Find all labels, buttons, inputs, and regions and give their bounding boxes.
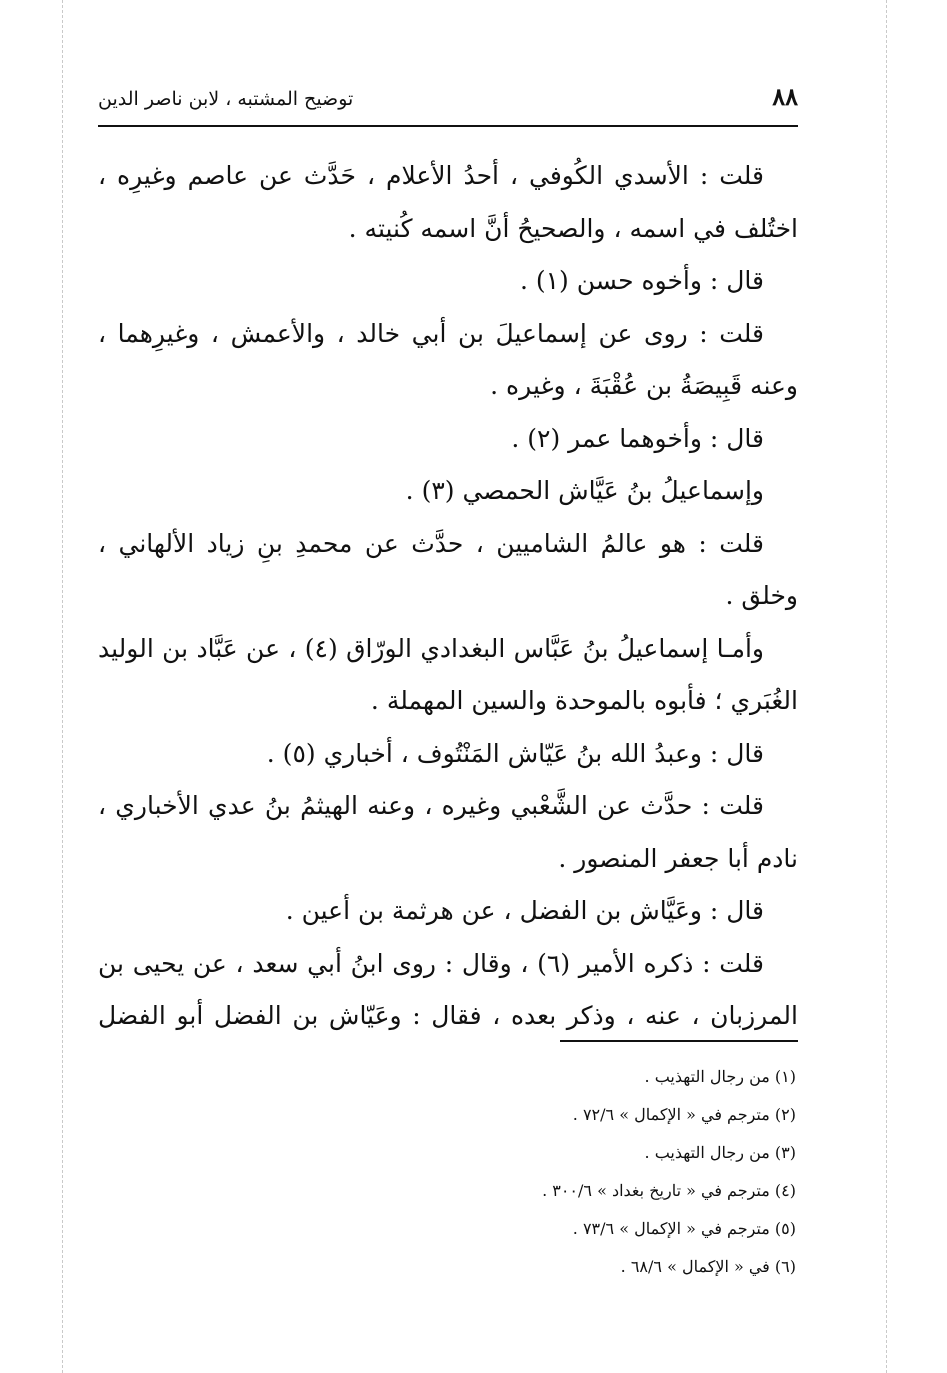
scan-edge-right bbox=[886, 0, 887, 1373]
footnote-item: (٣) من رجال التهذيب . bbox=[644, 1143, 796, 1162]
text-line: قال : وعبدُ الله بنُ عَيّاش المَنْتُوف ، أخباري (٥) . bbox=[266, 738, 764, 768]
text-line: قلت : روى عن إسماعيلَ بن أبي خالد ، والأعمش ، وغيرِهما ، bbox=[98, 318, 764, 348]
text-line: وأمـا إسماعيلُ بنُ عَبَّاس البغدادي الورّاق (٤) ، عن عَبَّاد بن الوليد bbox=[98, 633, 764, 663]
text-line: قلت : ذكره الأمير (٦) ، وقال : روى ابنُ أبي سعد ، عن يحيى بن bbox=[98, 948, 764, 978]
text-line: قال : وعَيَّاش بن الفضل ، عن هرثمة بن أعين . bbox=[285, 896, 764, 925]
text-line: قلت : هو عالمُ الشاميين ، حدَّث عن محمدِ بنِ زياد الألهاني ، bbox=[98, 528, 764, 558]
text-line: قلت : الأسدي الكُوفي ، أحدُ الأعلام ، حَدَّث عن عاصم وغيرِه ، bbox=[98, 161, 764, 190]
footnote-rule bbox=[560, 1040, 798, 1042]
text-line: وخلق . bbox=[725, 581, 798, 610]
text-line: نادم أبا جعفر المنصور . bbox=[558, 843, 798, 873]
page-number: ٨٨ bbox=[772, 82, 798, 111]
header-rule bbox=[98, 125, 798, 127]
main-text bbox=[98, 150, 798, 1043]
text-line: قال : وأخوهما عمر (٢) . bbox=[511, 423, 764, 453]
footnote-item: (١) من رجال التهذيب . bbox=[644, 1067, 796, 1086]
text-line: وإسماعيلُ بنُ عَيَّاش الحمصي (٣) . bbox=[405, 476, 764, 505]
footnote-item: (٦) في « الإكمال » ٦٨/٦ . bbox=[620, 1257, 796, 1276]
scan-edge-left bbox=[62, 0, 63, 1373]
footnote-item: (٢) مترجم في « الإكمال » ٧٢/٦ . bbox=[572, 1105, 796, 1124]
text-line: المرزبان ، عنه ، وذكر بعده ، فقال : وعَيّاش بن الفضل أبو الفضل bbox=[98, 1001, 798, 1030]
text-line: اختُلف في اسمه ، والصحيحُ أنَّ اسمه كُنيته . bbox=[348, 213, 798, 243]
footnote-item: (٤) مترجم في « تاريخ بغداد » ٣٠٠/٦ . bbox=[542, 1181, 796, 1200]
footnotes bbox=[98, 1058, 798, 1286]
running-title: توضيح المشتبه ، لابن ناصر الدين bbox=[98, 88, 354, 110]
text-line: قال : وأخوه حسن (١) . bbox=[519, 266, 764, 295]
text-line: قلت : حدَّث عن الشَّعْبي وغيره ، وعنه الهيثمُ بنُ عدي الأخباري ، bbox=[98, 791, 764, 820]
text-line: وعنه قَبِيصَةُ بن عُقْبَةَ ، وغيره . bbox=[490, 371, 798, 400]
page-header bbox=[98, 82, 798, 122]
text-line: الغُبَري ؛ فأبوه بالموحدة والسين المهملة . bbox=[370, 686, 798, 715]
footnote-item: (٥) مترجم في « الإكمال » ٧٣/٦ . bbox=[572, 1219, 796, 1238]
